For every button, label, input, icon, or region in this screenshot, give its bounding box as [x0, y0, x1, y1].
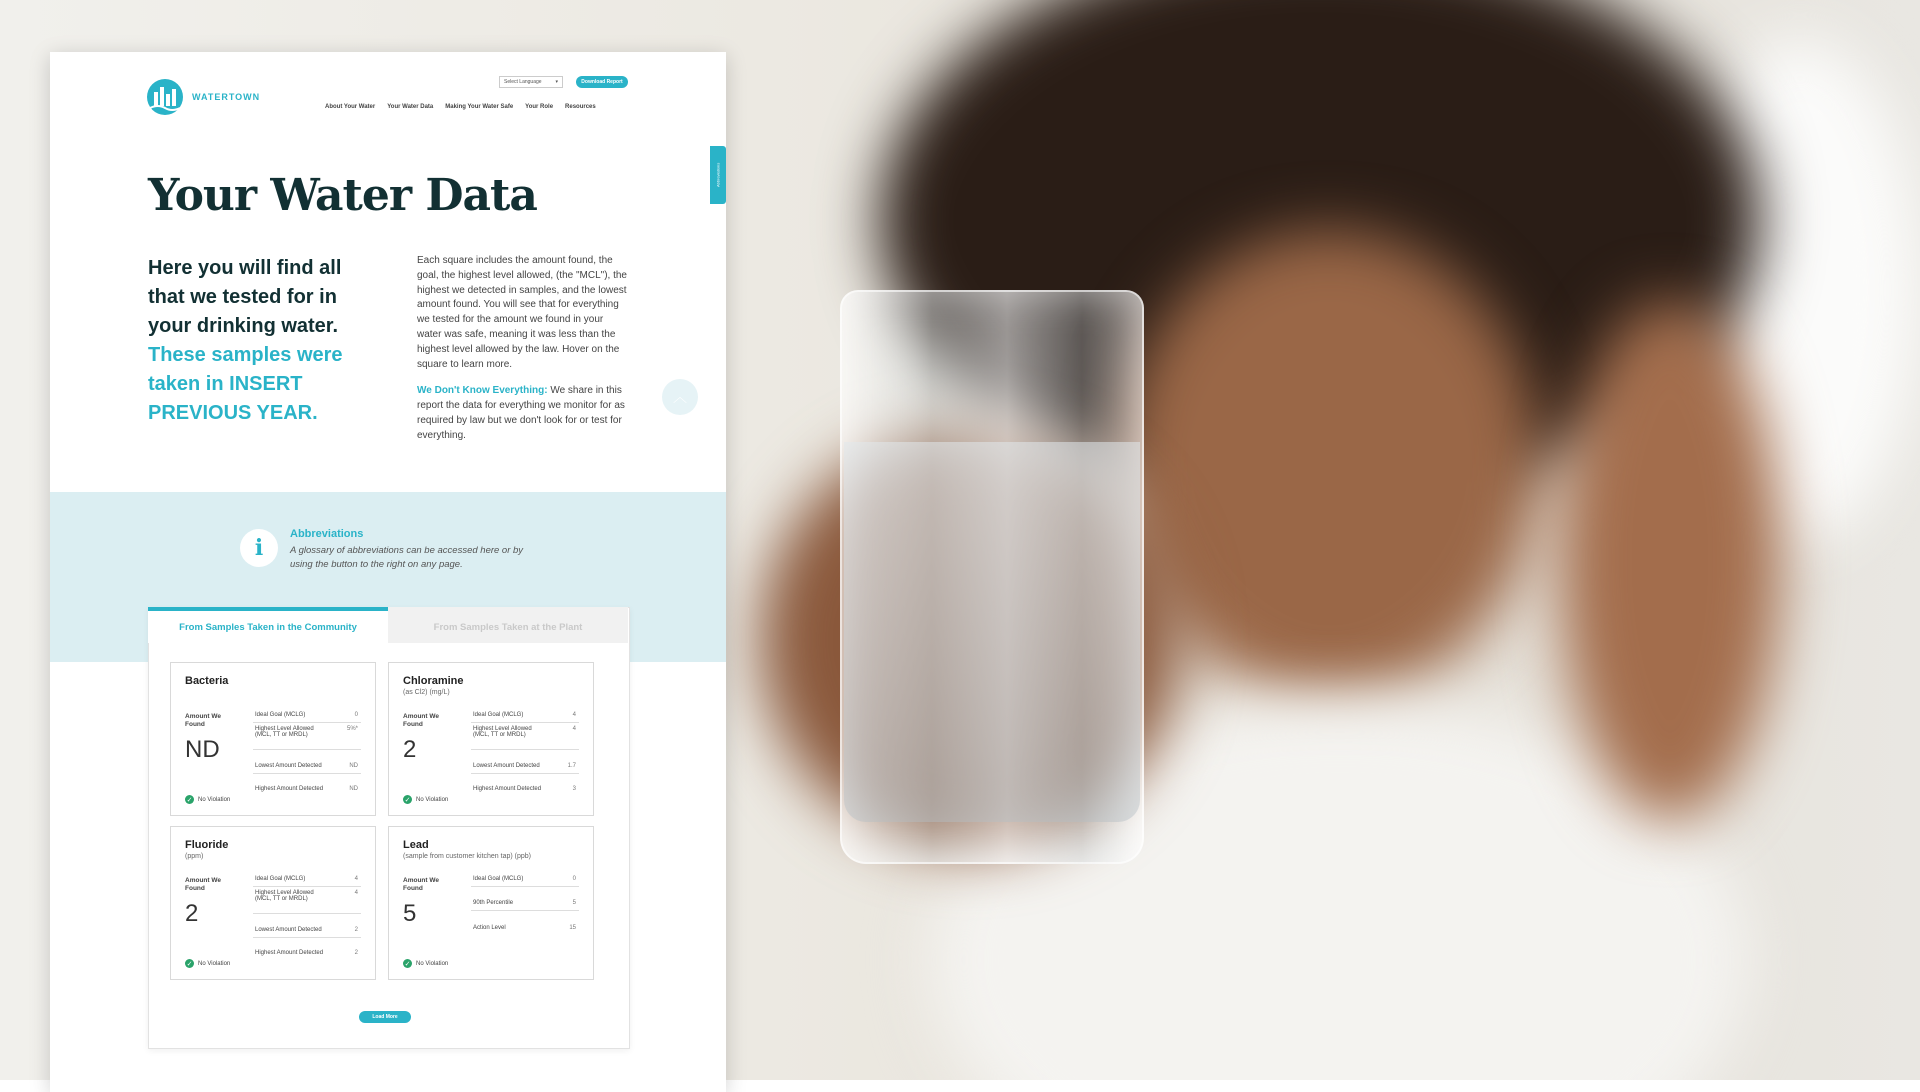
abbreviations-text: A glossary of abbreviations can be accessed here or by using the button to the right on any page.	[290, 545, 524, 570]
amount-value: ND	[185, 736, 220, 763]
contaminant-card-chloramine[interactable]	[388, 662, 594, 816]
row-label: Action Level	[473, 925, 506, 931]
row-value: ND	[349, 786, 358, 792]
dont-know-text: We share in this report the data for everything we monitor for as required by law but we don't look for or test for everything.	[417, 385, 625, 441]
table-row	[471, 750, 579, 774]
row-value: 4	[572, 726, 576, 732]
website-mockup	[50, 52, 726, 1092]
table-row	[253, 750, 361, 774]
status-badge	[185, 959, 230, 968]
check-icon: ✓	[186, 960, 193, 968]
nav-item-about[interactable]: About Your Water	[325, 104, 376, 110]
contaminant-card-bacteria[interactable]	[170, 662, 376, 816]
row-value: 5	[572, 900, 576, 906]
nav-item-resources[interactable]: Resources	[565, 104, 596, 110]
table-row	[471, 911, 579, 935]
card-title: Lead	[403, 839, 429, 851]
amount-value: 2	[185, 900, 199, 927]
card-title: Fluoride	[185, 839, 229, 851]
row-label: Highest Amount Detected	[255, 786, 324, 792]
status-text: No Violation	[198, 796, 231, 803]
amount-value: 2	[403, 736, 417, 763]
load-more-button[interactable]: Load More	[359, 1011, 411, 1023]
card-rows	[253, 709, 361, 796]
row-value: 5%*	[346, 726, 358, 732]
row-label: Highest Level Allowed (MCL, TT or MRDL)	[255, 726, 314, 738]
table-row	[471, 774, 579, 796]
chevron-up-icon: ︿	[673, 389, 687, 405]
card-subtitle: (as Cl2) (mg/L)	[403, 689, 450, 696]
tab-community[interactable]: From Samples Taken in the Community	[148, 607, 388, 643]
amount-label: Amount We Found	[403, 877, 439, 892]
watertown-logo-icon	[146, 78, 184, 116]
intro-heading	[148, 254, 380, 428]
table-row	[471, 887, 579, 911]
row-label: Ideal Goal (MCLG)	[473, 712, 524, 718]
chevron-down-icon: ▾	[555, 79, 558, 85]
row-label: Highest Amount Detected	[473, 786, 542, 792]
nav-item-making-safe[interactable]: Making Your Water Safe	[445, 104, 514, 110]
row-label: Highest Level Allowed (MCL, TT or MRDL)	[255, 890, 314, 902]
intro-dark-text: Here you will find all that we tested for in your drinking water.	[148, 257, 342, 337]
row-label: Highest Level Allowed (MCL, TT or MRDL)	[473, 726, 532, 738]
row-value: 2	[354, 950, 358, 956]
table-row	[253, 938, 361, 960]
language-select[interactable]	[499, 76, 563, 88]
table-row	[471, 873, 579, 887]
card-subtitle: (sample from customer kitchen tap) (ppb)	[403, 853, 531, 860]
card-title: Bacteria	[185, 675, 229, 687]
check-icon: ✓	[404, 960, 411, 968]
water-glass	[840, 290, 1144, 864]
side-tab-label: Abbreviations	[715, 162, 721, 188]
info-icon: i	[240, 529, 278, 567]
status-text: No Violation	[416, 960, 449, 967]
nav-item-water-data[interactable]: Your Water Data	[387, 104, 434, 110]
row-value: 2	[354, 927, 358, 933]
amount-label: Amount We Found	[403, 713, 439, 728]
thumbs-up	[1560, 300, 1780, 820]
check-icon: ✓	[186, 796, 193, 804]
row-label: Highest Amount Detected	[255, 950, 324, 956]
row-value: 1.7	[567, 763, 576, 769]
amount-label: Amount We Found	[185, 877, 221, 892]
contaminant-card-lead[interactable]	[388, 826, 594, 980]
card-title: Chloramine	[403, 675, 464, 687]
row-value: 3	[572, 786, 576, 792]
row-label: Lowest Amount Detected	[255, 763, 322, 769]
status-text: No Violation	[198, 960, 231, 967]
description	[417, 254, 629, 456]
status-text: No Violation	[416, 796, 449, 803]
logo[interactable]	[146, 78, 260, 116]
intro-highlight-text: These samples were taken in INSERT PREVIOUS YEAR.	[148, 344, 343, 424]
row-value: 0	[572, 876, 576, 882]
row-value: ND	[349, 763, 358, 769]
page-title: Your Water Data	[148, 170, 537, 221]
table-row	[253, 723, 361, 750]
tab-plant[interactable]: From Samples Taken at the Plant	[388, 607, 628, 643]
abbreviations-side-tab[interactable]	[710, 146, 726, 204]
card-rows	[253, 873, 361, 960]
table-row	[253, 914, 361, 938]
table-row	[471, 723, 579, 750]
amount-label: Amount We Found	[185, 713, 221, 728]
row-label: Ideal Goal (MCLG)	[473, 876, 524, 882]
row-value: 4	[572, 712, 576, 718]
row-label: Lowest Amount Detected	[473, 763, 540, 769]
row-label: Ideal Goal (MCLG)	[255, 712, 306, 718]
row-label: Ideal Goal (MCLG)	[255, 876, 306, 882]
card-subtitle: (ppm)	[185, 853, 204, 860]
row-label: Lowest Amount Detected	[255, 927, 322, 933]
status-badge	[185, 795, 230, 804]
amount-value: 5	[403, 900, 417, 927]
card-rows	[471, 709, 579, 796]
status-badge	[403, 959, 448, 968]
main-nav	[325, 104, 596, 110]
table-row	[253, 873, 361, 887]
scroll-up-button[interactable]	[662, 379, 698, 415]
card-rows	[471, 873, 579, 935]
row-label: 90th Percentile	[473, 900, 514, 906]
table-row	[471, 709, 579, 723]
table-row	[253, 709, 361, 723]
check-icon: ✓	[404, 796, 411, 804]
brand-name: WATERTOWN	[192, 92, 261, 102]
sample-tabs	[148, 607, 628, 643]
water	[844, 442, 1140, 822]
download-report-button[interactable]: Download Report	[576, 76, 628, 88]
nav-item-your-role[interactable]: Your Role	[525, 104, 554, 110]
description-text: Each square includes the amount found, the goal, the highest level allowed, (the "MCL"), the highest we detected in samples, and the lowest amount found. You will see that for everything we tested for the amount we found in your water was safe, meaning it was less than the highest level allowed by the law. Hover on the square to learn more.	[417, 255, 627, 370]
contaminant-card-fluoride[interactable]	[170, 826, 376, 980]
table-row	[253, 774, 361, 796]
language-select-label: Select Language	[504, 79, 542, 85]
row-value: 4	[354, 876, 358, 882]
child-face	[1120, 230, 1540, 700]
abbreviations-title[interactable]: Abbreviations	[290, 528, 364, 540]
row-value: 4	[354, 890, 358, 896]
row-value: 15	[569, 925, 576, 931]
table-row	[253, 887, 361, 914]
row-value: 0	[354, 712, 358, 718]
dont-know-title: We Don't Know Everything:	[417, 385, 548, 397]
status-badge	[403, 795, 448, 804]
